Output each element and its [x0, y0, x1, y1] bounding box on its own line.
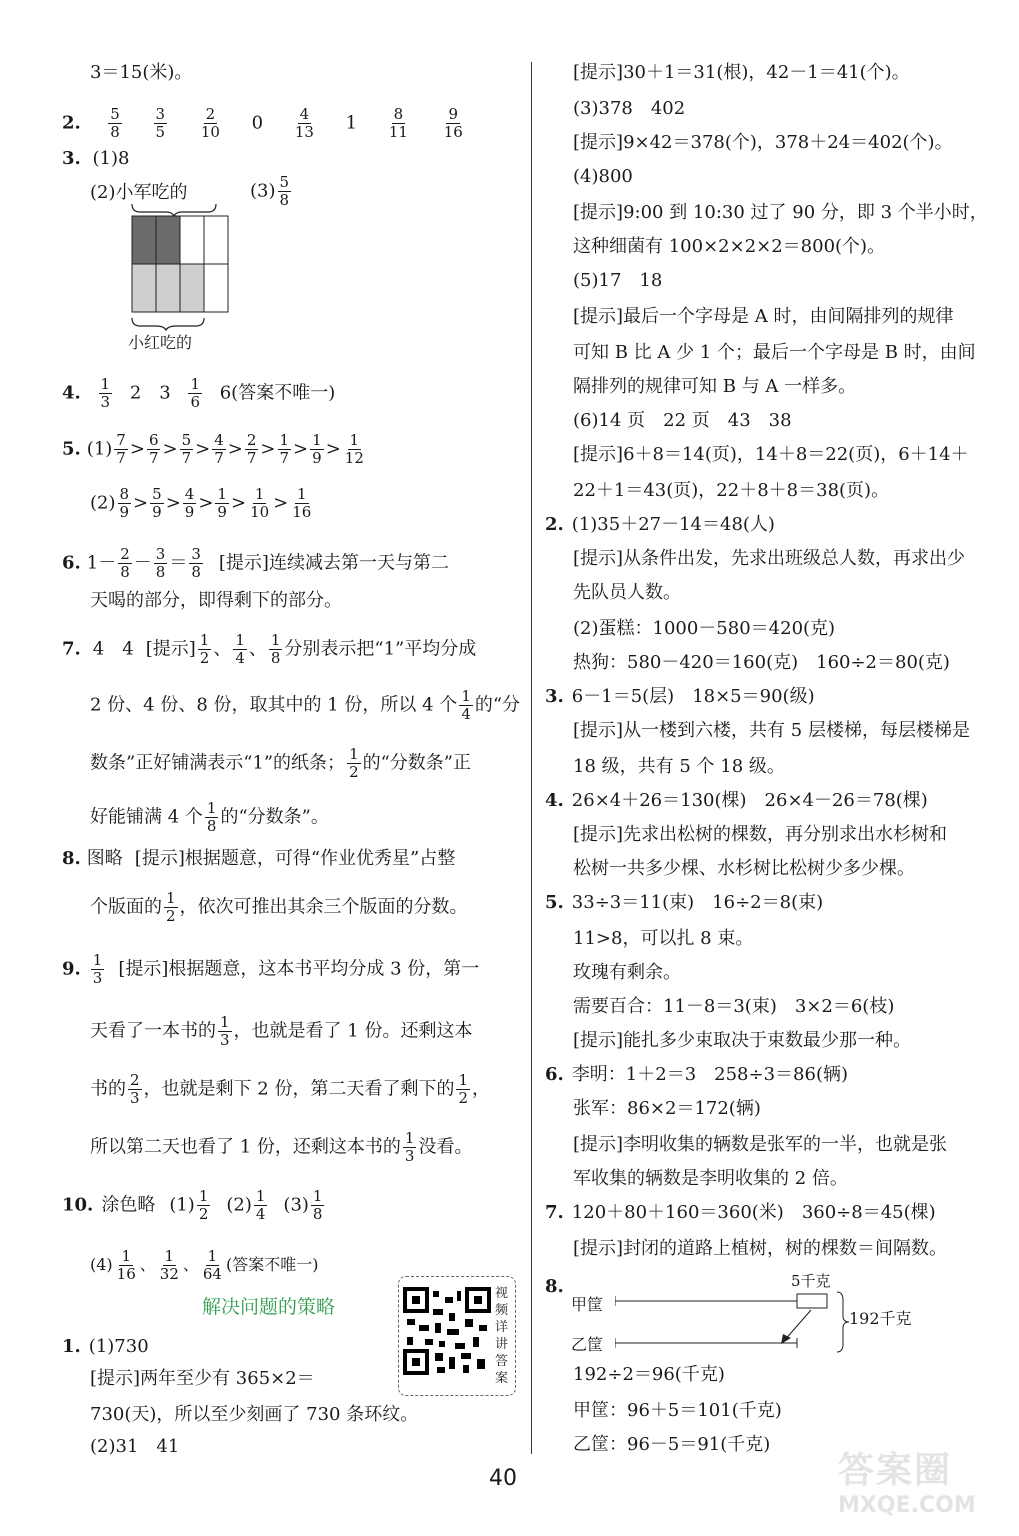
answer-line: 可知 B 比 A 少 1 个；最后一个字母是 B 时，由间 [573, 342, 976, 363]
answer-line: 甲筐：96＋5＝101(千克) [573, 1400, 782, 1421]
hint-line: [提示]李明收集的辆数是张军的一半，也就是张 [573, 1134, 948, 1155]
answer-line: 3＝15(米)。 [90, 62, 193, 83]
answer-line: 192÷2＝96(千克) [573, 1364, 725, 1385]
qr-code-icon [403, 1287, 491, 1375]
s1-line3: 730(天)，所以至少刻画了 730 条环纹。 [90, 1404, 419, 1425]
hint-line: [提示]从条件出发，先求出班级总人数，再求出少 [573, 548, 966, 569]
q7-row: 7. 4 4 [提示] $\frac{1}{2}$ 、 $\frac{1}{4}$ 、 $\frac{1}{8}$ 分别表示把“1”平均分成 [62, 631, 477, 667]
q8-number: 8. [545, 1276, 564, 1297]
hint-line: 松树一共多少棵、水杉树比松树少多少棵。 [573, 858, 915, 879]
q3-row: 3. (1)8 [62, 148, 130, 169]
q5-row1: 5. (1) $\frac{7}{7}$ > $\frac{6}{7}$ > $\frac{5}{7}$ > $\frac{4}{7}$ > $\frac{2}{7}$ > $\frac{1}{7}$ > $\frac{1}{9}$ > $\frac{1}{12}$ [62, 431, 364, 467]
s1-row: 1. (1)730 [62, 1336, 149, 1357]
q2-row: 2. $\frac{5}{8}$ $\frac{3}{5}$ $\frac{2}{10}$ 0 $\frac{4}{13}$ 1 $\frac{8}{11}$ $\frac{9}{16}$ [62, 105, 463, 141]
q9-line2: 天看了一本书的 $\frac{1}{3}$ ，也就是看了 1 份。还剩这本 [90, 1013, 473, 1049]
hint-line: [提示]从一楼到六楼，共有 5 层楼梯，每层楼梯是 [573, 720, 970, 741]
answer-line: 22＋1＝43(页)，22＋8＋8＝38(页)。 [573, 480, 890, 501]
diagram-label-5kg: 5千克 [791, 1272, 831, 1290]
q10-row: 10. 涂色略 (1) $\frac{1}{2}$ (2) $\frac{1}{4}$ (3) $\frac{1}{8}$ [62, 1187, 323, 1223]
q6-row: 6. 李明：1＋2＝3 258÷3＝86(辆) [545, 1064, 848, 1085]
qr-code-box[interactable] [398, 1276, 516, 1396]
q2-row: 2. (1)35＋27－14＝48(人) [545, 514, 775, 535]
q3-row: 3. 6－1＝5(层) 18×5＝90(级) [545, 686, 815, 707]
q3-sub2: (2)小军吃的 [90, 182, 188, 203]
q7-row: 7. 120＋80＋160＝360(米) 360÷8＝45(棵) [545, 1202, 936, 1223]
question-number: 2. [62, 112, 81, 134]
column-divider [531, 62, 532, 1454]
hint-line: [提示]能扎多少束取决于束数最少那一种。 [573, 1030, 912, 1051]
answer-line: 11>8，可以扎 8 束。 [573, 928, 754, 949]
answer-line: 热狗：580－420＝160(克) 160÷2＝80(克) [573, 652, 950, 673]
diagram-label-yi: 乙筐 [571, 1335, 604, 1354]
diagram-label-jia: 甲筐 [571, 1295, 604, 1314]
q8-row: 8. 图略 [提示]根据题意，可得“作业优秀星”占整 [62, 848, 456, 869]
q4-row: 4. 26×4＋26＝130(棵) 26×4－26＝78(棵) [545, 790, 928, 811]
answer-line: 这种细菌有 100×2×2×2＝800(个)。 [573, 236, 886, 257]
hint-line: 先队员人数。 [573, 582, 681, 603]
q5-row2: (2) $\frac{8}{9}$ > $\frac{5}{9}$ > $\frac{4}{9}$ > $\frac{1}{9}$ > $\frac{1}{10}$ > $\frac{1}{16}$ [90, 485, 312, 521]
q8-line2: 个版面的 $\frac{1}{2}$ ，依次可推出其余三个版面的分数。 [90, 889, 468, 925]
answer-line: (6)14 页 22 页 43 38 [573, 410, 792, 431]
hint-line: 军收集的辆数是李明收集的 2 倍。 [573, 1168, 848, 1189]
answer-line: 需要百合：11－8＝3(束) 3×2＝6(枝) [573, 996, 895, 1017]
q6-line2: 天喝的部分，即得剩下的部分。 [90, 590, 342, 611]
answer-line: [提示]30＋1＝31(根)，42－1＝41(个)。 [573, 62, 910, 83]
answer-line: [提示]9×42＝378(个)，378＋24＝402(个)。 [573, 132, 953, 153]
answer-line: [提示]6＋8＝14(页)，14＋8＝22(页)，6＋14＋ [573, 444, 969, 465]
fraction-grid-figure [126, 200, 236, 340]
s1-line4: (2)31 41 [90, 1436, 180, 1457]
q5-row: 5. 33÷3＝11(束) 16÷2＝8(束) [545, 892, 824, 913]
answer-line: 张军：86×2＝172(辆) [573, 1098, 761, 1119]
answer-line: [提示]最后一个字母是 A 时，由间隔排列的规律 [573, 306, 954, 327]
figure-label: 小红吃的 [128, 333, 193, 352]
q9-line4: 所以第二天也看了 1 份，还剩这本书的 $\frac{1}{3}$ 没看。 [90, 1129, 473, 1165]
q4-row: 4. $\frac{1}{3}$ 2 3 $\frac{1}{6}$ 6(答案不唯一) [62, 375, 336, 411]
page-number: 40 [489, 1466, 517, 1491]
answer-line: [提示]9:00 到 10:30 过了 90 分，即 3 个半小时， [573, 202, 988, 223]
hint-line: [提示]先求出松树的棵数，再分别求出水杉树和 [573, 824, 948, 845]
answer-line: 玫瑰有剩余。 [573, 962, 681, 983]
qr-caption: 视频详讲答案 [495, 1286, 509, 1386]
hint-line: [提示]封闭的道路上植树，树的棵数＝间隔数。 [573, 1238, 948, 1259]
q9-row: 9. $\frac{1}{3}$ [提示]根据题意，这本书平均分成 3 份，第一 [62, 951, 480, 987]
q6-row: 6. 1－ $\frac{2}{8}$ － $\frac{3}{8}$ ＝ $\frac{3}{8}$ [提示]连续减去第一天与第二 [62, 545, 449, 581]
answer-line: 乙筐：96－5＝91(千克) [573, 1434, 771, 1455]
q9-line3: 书的 $\frac{2}{3}$ ，也就是剩下 2 份，第二天看了剩下的 $\frac{1}{2}$ ， [90, 1071, 490, 1107]
answer-line: (3)378 402 [573, 98, 686, 119]
q10-row2: (4) $\frac{1}{16}$ 、 $\frac{1}{32}$ 、 $\frac{1}{64}$ (答案不唯一) [90, 1247, 319, 1283]
answer-line: 隔排列的规律可知 B 与 A 一样多。 [573, 376, 857, 397]
answer-line: (5)17 18 [573, 270, 663, 291]
q7-line4: 好能铺满 4 个 $\frac{1}{8}$ 的“分数条”。 [90, 799, 329, 835]
hint-line: 18 级，共有 5 个 18 级。 [573, 756, 785, 777]
diagram-label-total: 192千克 [849, 1309, 912, 1328]
s1-line2: [提示]两年至少有 365×2＝ [90, 1368, 315, 1389]
watermark-bottom: MXQE.COM [838, 1493, 976, 1518]
line-segment-diagram [615, 1286, 855, 1356]
section-title: 解决问题的策略 [202, 1296, 336, 1318]
q7-line2: 2 份、4 份、8 份，取其中的 1 份，所以 4 个 $\frac{1}{4}$ 的“分 [90, 687, 521, 723]
q3-sub3: (3) $\frac{5}{8}$ [250, 173, 290, 209]
answer-line: (2)蛋糕：1000－580＝420(克) [573, 618, 836, 639]
answer-line: (4)800 [573, 166, 633, 187]
watermark-top: 答案圈 [838, 1450, 953, 1491]
watermark-logo [838, 1442, 1014, 1532]
q7-line3: 数条”正好铺满表示“1”的纸条； $\frac{1}{2}$ 的“分数条”正 [90, 745, 472, 781]
